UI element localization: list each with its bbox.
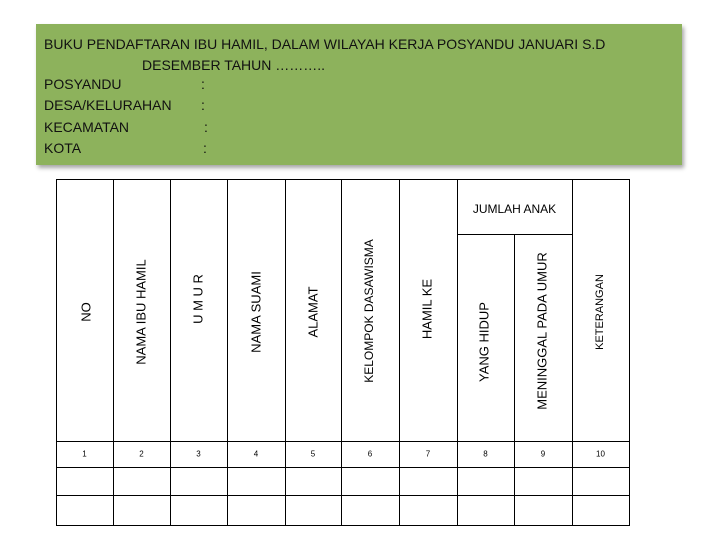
- column-header-6: KELOMPOK DASAWISMA: [362, 239, 376, 383]
- column-header-3: U M U R: [190, 274, 206, 324]
- column-header-10: KETERANGAN: [594, 274, 606, 350]
- column-header-4: NAMA SUAMI: [248, 271, 264, 353]
- title-line-1: BUKU PENDAFTARAN IBU HAMIL, DALAM WILAYAH KERJA POSYANDU JANUARI S.D: [44, 36, 606, 52]
- field-sep-kecamatan: :: [204, 119, 208, 135]
- column-number-7: 7: [425, 449, 431, 459]
- column-header-5: ALAMAT: [305, 286, 321, 338]
- column-border: [399, 179, 400, 525]
- field-label-posyandu: POSYANDU: [44, 76, 122, 92]
- column-border: [572, 179, 573, 525]
- column-header-8: YANG HIDUP: [476, 302, 492, 382]
- column-border: [113, 179, 114, 525]
- column-border: [341, 179, 342, 525]
- field-label-kecamatan: KECAMATAN: [44, 119, 130, 135]
- column-border: [457, 179, 458, 525]
- table-bottom-border: [56, 525, 630, 526]
- group-header-jumlah-anak: JUMLAH ANAK: [472, 202, 557, 216]
- column-border: [227, 179, 228, 525]
- field-sep-kota: :: [203, 140, 207, 156]
- column-number-3: 3: [196, 449, 201, 459]
- column-border: [170, 179, 171, 525]
- column-number-4: 4: [253, 449, 259, 459]
- number-row-border: [56, 467, 630, 468]
- column-number-8: 8: [483, 449, 488, 459]
- group-header-border: [457, 234, 572, 235]
- column-border: [514, 234, 515, 525]
- field-label-kota: KOTA: [44, 140, 82, 156]
- column-number-5: 5: [310, 449, 316, 459]
- column-number-10: 10: [596, 449, 605, 459]
- column-border: [56, 179, 57, 525]
- column-number-1: 1: [82, 449, 87, 459]
- column-number-9: 9: [540, 449, 546, 459]
- field-sep-desa: :: [201, 97, 205, 113]
- column-header-7: HAMIL KE: [419, 278, 435, 340]
- field-label-desa: DESA/KELURAHAN: [44, 97, 172, 113]
- column-header-1: NO: [78, 302, 94, 322]
- table-top-border: [56, 179, 630, 180]
- column-number-6: 6: [367, 449, 373, 459]
- header-bottom-border: [56, 441, 630, 442]
- title-banner: [36, 24, 682, 165]
- title-line-2: DESEMBER TAHUN ………..: [142, 57, 326, 73]
- column-number-2: 2: [139, 449, 144, 459]
- column-border: [285, 179, 286, 525]
- column-header-9: MENINGGAL PADA UMUR: [534, 252, 550, 410]
- column-header-2: NAMA IBU HAMIL: [133, 259, 149, 365]
- row-border: [56, 495, 630, 496]
- column-border: [629, 179, 630, 525]
- field-sep-posyandu: :: [201, 76, 205, 92]
